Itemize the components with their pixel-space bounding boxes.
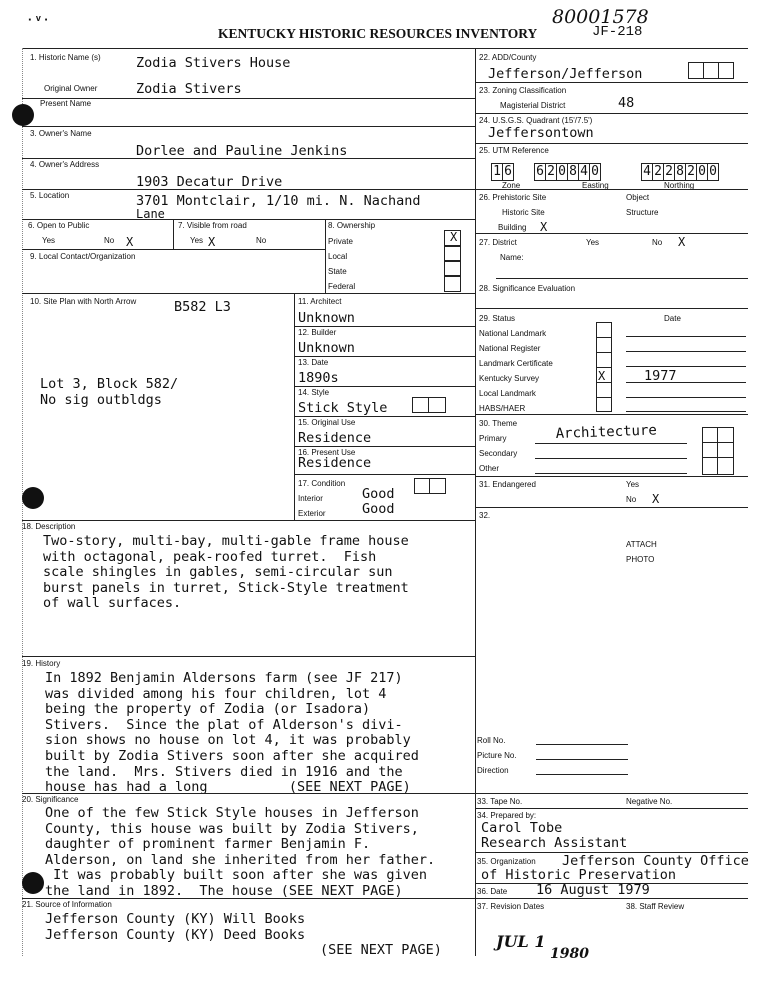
staff-review-label: 38. Staff Review: [626, 902, 685, 911]
organization-line2: of Historic Preservation: [481, 867, 677, 883]
architect-value: Unknown: [298, 310, 355, 326]
utm-northing-digit-3: 2: [664, 163, 675, 181]
utm-northing-digit-2: 2: [653, 163, 664, 181]
status-local-landmark: Local Landmark: [479, 389, 536, 398]
ownership-state: State: [328, 267, 347, 276]
original-use-value: Residence: [298, 430, 372, 446]
status-national-landmark: National Landmark: [479, 329, 547, 338]
utm-easting-digit-3: 0: [557, 163, 568, 181]
open-to-public-no: No: [104, 236, 115, 245]
binder-hole-2: [22, 487, 44, 509]
form-title: KENTUCKY HISTORIC RESOURCES INVENTORY: [218, 26, 538, 41]
open-to-public-mark: X: [126, 235, 134, 249]
visible-from-road-mark: X: [208, 235, 216, 249]
prepared-by-line1: Carol Tobe: [481, 820, 563, 836]
theme-code-boxes: [702, 427, 734, 475]
description-text: Two-story, multi-bay, multi-gable frame house with octagonal, peak-roofed turret. Fish scale shingles in gables, semi-circular sun burst panels in turret, Stick-Style treatment of wall surfaces.: [43, 533, 409, 612]
utm-zone-label: Zone: [502, 181, 521, 190]
binder-hole-3: [22, 872, 44, 894]
historic-name-value: Zodia Stivers House: [136, 55, 291, 71]
quadrant-label: 24. U.S.G.S. Quadrant (15'/7.5'): [479, 116, 593, 125]
present-use-value: Residence: [298, 455, 372, 471]
utm-northing-digit-5: 2: [686, 163, 697, 181]
original-owner-value: Zodia Stivers: [136, 81, 242, 97]
district-yes: Yes: [586, 238, 600, 247]
sources-see-next: (SEE NEXT PAGE): [320, 942, 442, 958]
add-county-label: 22. ADD/County: [479, 53, 537, 62]
ownership-mark: X: [450, 230, 458, 244]
utm-northing-digit-7: 0: [708, 163, 719, 181]
revision-handwritten-year: 1980: [550, 946, 589, 962]
prehistoric-building: Building: [498, 223, 527, 232]
status-ky-survey-date: 1977: [644, 368, 677, 384]
description-label: 18. Description: [22, 522, 76, 531]
prehistoric-historic-site: Historic Site: [502, 208, 545, 217]
owners-name-label: 3. Owner's Name: [30, 129, 92, 138]
location-value-line2: Lane: [136, 207, 165, 221]
endangered-yes: Yes: [626, 480, 640, 489]
handwritten-reference-number: 80001578: [552, 6, 649, 28]
architect-label: 11. Architect: [298, 297, 342, 306]
ownership-label: 8. Ownership: [328, 221, 376, 230]
utm-easting-digit-5: 4: [579, 163, 590, 181]
condition-label: 17. Condition: [298, 479, 346, 488]
theme-other-label: Other: [479, 464, 500, 473]
utm-northing-digit-6: 0: [697, 163, 708, 181]
prehistoric-mark: X: [540, 220, 548, 234]
revision-dates-label: 37. Revision Dates: [477, 902, 545, 911]
endangered-no: No: [626, 495, 637, 504]
condition-interior-value: Good: [362, 486, 395, 502]
prehistoric-label: 26. Prehistoric Site: [479, 193, 547, 202]
site-plan-code: B582 L3: [174, 299, 231, 315]
status-label: 29. Status: [479, 314, 516, 323]
organization-line1: Jefferson County Office: [562, 853, 749, 869]
present-use-label: 16. Present Use: [298, 448, 356, 457]
site-plan-text-line2: No sig outbldgs: [40, 392, 162, 408]
ownership-checkbox-federal: [444, 275, 461, 292]
site-plan-label: 10. Site Plan with North Arrow: [30, 297, 137, 306]
status-ky-survey-mark: X: [598, 369, 606, 383]
magisterial-district-label: Magisterial District: [500, 101, 566, 110]
date-label: 13. Date: [298, 358, 329, 367]
magisterial-district-value: 48: [618, 95, 635, 111]
negative-no-label: Negative No.: [626, 797, 673, 806]
condition-exterior-label: Exterior: [298, 509, 326, 518]
visible-from-road-label: 7. Visible from road: [178, 221, 247, 230]
theme-label: 30. Theme: [479, 419, 518, 428]
history-text: In 1892 Benjamin Aldersons farm (see JF 217) was divided among his four children, lot 4 being the property of Zodia (or Isadora) Stivers. Since the plat of Alderson's divi- sion shows no house on lot 4, it was probably built by Zodia Stivers soon after she acquired the land. Mrs. Stivers died in 1916 and the house has had a long (SEE NEXT PAGE): [45, 670, 419, 796]
add-county-value: Jefferson/Jefferson: [488, 66, 643, 82]
ownership-private: Private: [328, 237, 353, 246]
local-contact-label: 9. Local Contact/Organization: [30, 252, 136, 261]
endangered-mark: X: [652, 492, 660, 506]
sources-text: Jefferson County (KY) Will Books Jefferson County (KY) Deed Books: [45, 911, 306, 943]
builder-label: 12. Builder: [298, 328, 337, 337]
quadrant-value: Jeffersontown: [488, 125, 594, 141]
form-code: JF-218: [592, 24, 643, 40]
significance-label: 20. Significance: [22, 795, 79, 804]
utm-easting-digit-2: 2: [546, 163, 557, 181]
theme-secondary-label: Secondary: [479, 449, 518, 458]
style-box: [412, 397, 446, 413]
picture-no-label: Picture No.: [477, 751, 517, 760]
location-value-line1: 3701 Montclair, 1/10 mi. N. Nachand: [136, 193, 421, 209]
theme-primary-label: Primary: [479, 434, 507, 443]
attach-photo-line1: ATTACH: [626, 540, 657, 549]
status-date-label: Date: [664, 314, 681, 323]
prepared-by-label: 34. Prepared by:: [477, 811, 537, 820]
direction-label: Direction: [477, 766, 509, 775]
utm-northing-digit-4: 8: [675, 163, 686, 181]
location-label: 5. Location: [30, 191, 70, 200]
style-value: Stick Style: [298, 400, 388, 416]
header-marks: · ᵛ ·: [28, 12, 49, 27]
endangered-label: 31. Endangered: [479, 480, 536, 489]
condition-box: [414, 478, 446, 494]
revision-handwritten-date: JUL 1: [496, 932, 546, 951]
district-no: No: [652, 238, 663, 247]
prehistoric-structure: Structure: [626, 208, 659, 217]
significance-text: One of the few Stick Style houses in Jefferson County, this house was built by Zodia Stivers, daughter of prominent farmer Benjamin F. Alderson, on land she inherited from her father. It was probably built soon after she was given the land in 1892. The house (SEE NEXT PAGE): [45, 805, 436, 899]
photo-label: 32.: [479, 511, 491, 520]
prepared-by-line2: Research Assistant: [481, 835, 628, 851]
original-owner-label: Original Owner: [44, 84, 98, 93]
theme-primary-value: Architecture: [555, 422, 658, 442]
utm-zone-digit-2: 6: [503, 163, 514, 181]
ownership-local: Local: [328, 252, 348, 261]
visible-from-road-yes: Yes: [190, 236, 204, 245]
history-label: 19. History: [22, 659, 61, 668]
zoning-label: 23. Zoning Classification: [479, 86, 567, 95]
district-name-label: Name:: [500, 253, 524, 262]
condition-exterior-value: Good: [362, 501, 395, 517]
utm-zone-digit-1: 1: [492, 163, 503, 181]
utm-easting-label: Easting: [582, 181, 609, 190]
significance-eval-label: 28. Significance Evaluation: [479, 284, 576, 293]
historic-name-label: 1. Historic Name (s): [30, 53, 101, 62]
original-use-label: 15. Original Use: [298, 418, 356, 427]
prehistoric-object: Object: [626, 193, 650, 202]
present-name-label: Present Name: [40, 99, 92, 108]
sources-label: 21. Source of Information: [22, 900, 112, 909]
style-label: 14. Style: [298, 388, 330, 397]
roll-no-label: Roll No.: [477, 736, 506, 745]
tape-no-label: 33. Tape No.: [477, 797, 523, 806]
builder-value: Unknown: [298, 340, 355, 356]
site-plan-text-line1: Lot 3, Block 582/: [40, 376, 179, 392]
utm-label: 25. UTM Reference: [479, 146, 549, 155]
organization-label: 35. Organization: [477, 857, 536, 866]
attach-photo-line2: PHOTO: [626, 555, 655, 564]
status-kentucky-survey: Kentucky Survey: [479, 374, 540, 383]
utm-northing-label: Northing: [664, 181, 695, 190]
visible-from-road-no: No: [256, 236, 267, 245]
district-label: 27. District: [479, 238, 517, 247]
owners-address-label: 4. Owner's Address: [30, 160, 100, 169]
open-to-public-label: 6. Open to Public: [28, 221, 90, 230]
open-to-public-yes: Yes: [42, 236, 56, 245]
owners-address-value: 1903 Decatur Drive: [136, 174, 283, 190]
owners-name-value: Dorlee and Pauline Jenkins: [136, 143, 348, 159]
district-mark: X: [678, 235, 686, 249]
utm-easting-digit-6: 0: [590, 163, 601, 181]
add-county-box: [688, 62, 734, 79]
binder-hole-1: [12, 104, 34, 126]
ownership-federal: Federal: [328, 282, 356, 291]
status-habs-haer: HABS/HAER: [479, 404, 526, 413]
utm-easting-digit-1: 6: [535, 163, 546, 181]
status-landmark-certificate: Landmark Certificate: [479, 359, 553, 368]
utm-northing-digit-1: 4: [642, 163, 653, 181]
date-36-label: 36. Date: [477, 887, 508, 896]
condition-interior-label: Interior: [298, 494, 323, 503]
date-36-value: 16 August 1979: [536, 882, 650, 898]
utm-easting-digit-4: 8: [568, 163, 579, 181]
status-national-register: National Register: [479, 344, 541, 353]
date-value: 1890s: [298, 370, 339, 386]
